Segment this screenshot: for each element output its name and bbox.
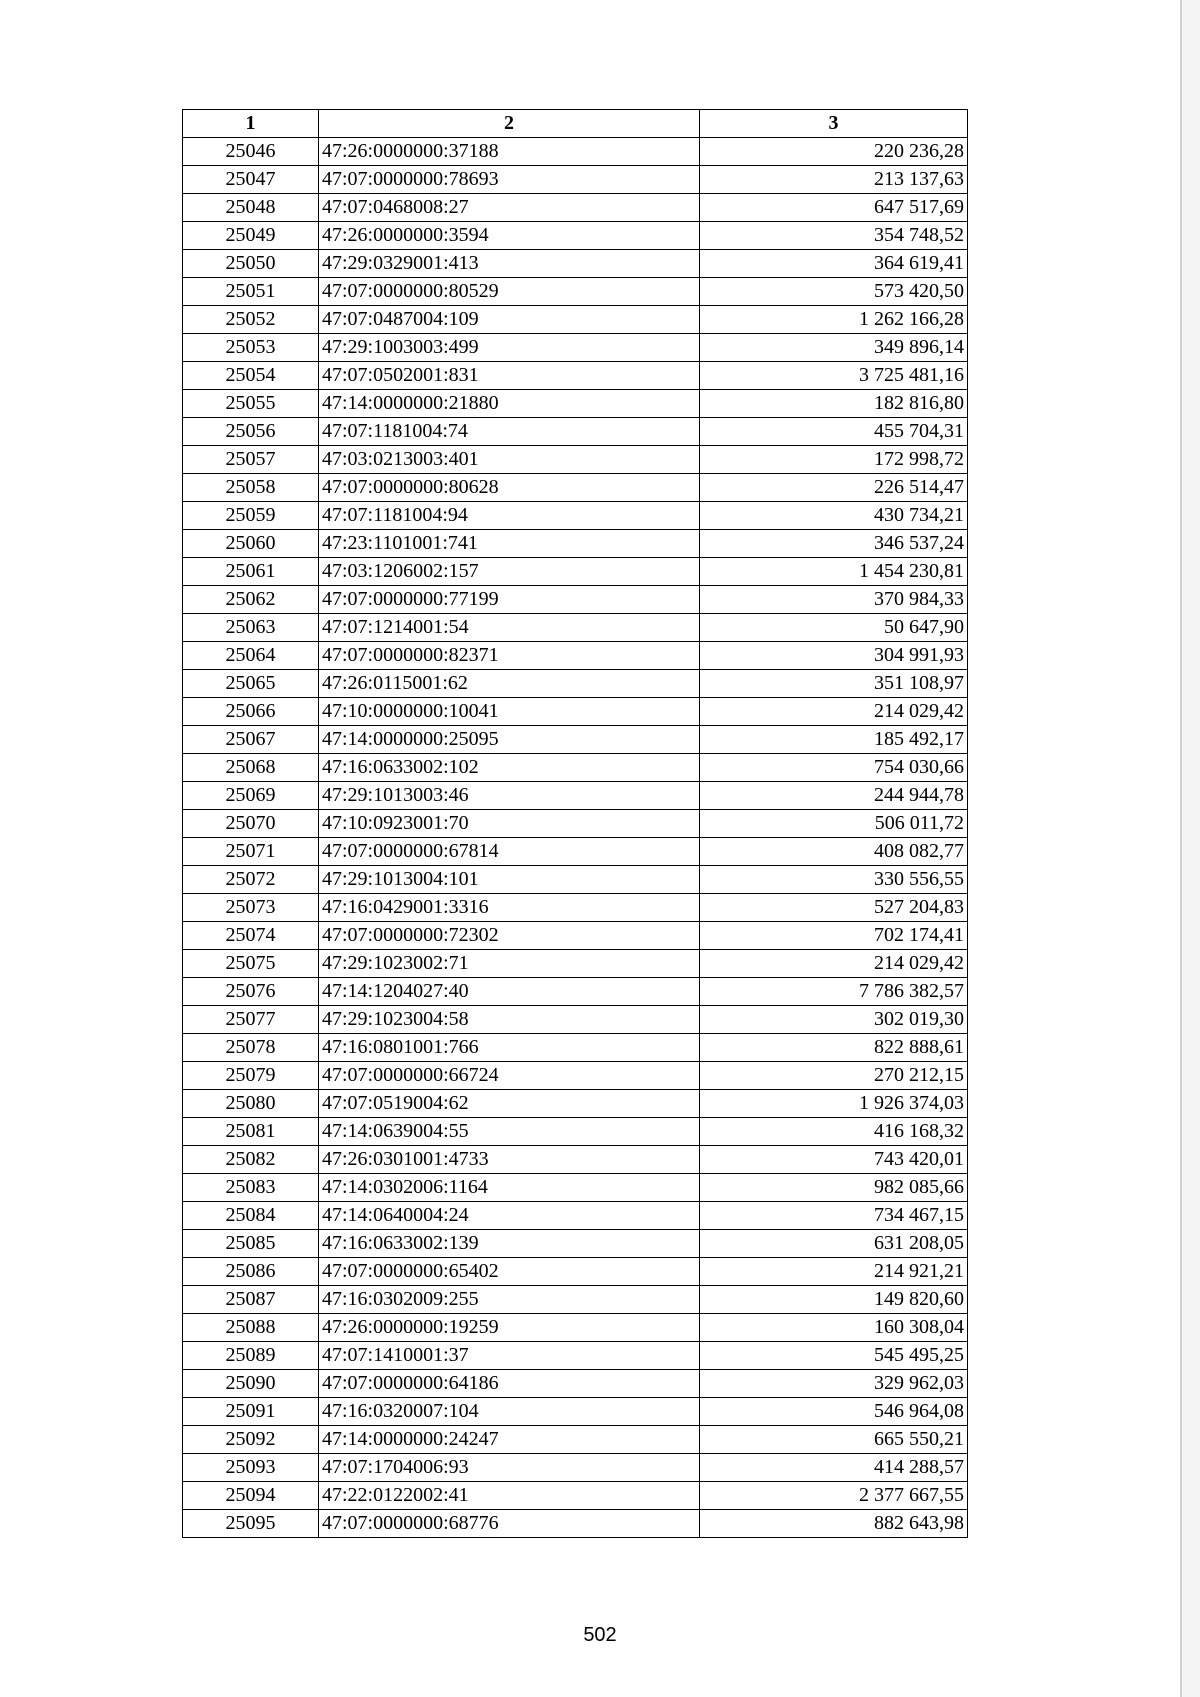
row-number-cell: 25092: [183, 1426, 319, 1454]
row-number-cell: 25091: [183, 1398, 319, 1426]
table-row: [183, 1258, 968, 1286]
value-cell: 185 492,17: [700, 726, 968, 754]
cadastral-number-cell: 47:16:0320007:104: [319, 1398, 700, 1426]
cadastral-number-cell: 47:07:0487004:109: [319, 306, 700, 334]
row-number-cell: 25090: [183, 1370, 319, 1398]
value-cell: 754 030,66: [700, 754, 968, 782]
table-row: [183, 1426, 968, 1454]
row-number-cell: 25053: [183, 334, 319, 362]
value-cell: 408 082,77: [700, 838, 968, 866]
cadastral-number-cell: 47:16:0302009:255: [319, 1286, 700, 1314]
table-row: [183, 138, 968, 166]
page-edge: [1180, 0, 1200, 1697]
cadastral-number-cell: 47:07:0468008:27: [319, 194, 700, 222]
value-cell: 527 204,83: [700, 894, 968, 922]
value-cell: 364 619,41: [700, 250, 968, 278]
value-cell: 1 926 374,03: [700, 1090, 968, 1118]
table-row: [183, 1454, 968, 1482]
row-number-cell: 25074: [183, 922, 319, 950]
row-number-cell: 25085: [183, 1230, 319, 1258]
cadastral-number-cell: 47:07:0519004:62: [319, 1090, 700, 1118]
cadastral-number-cell: 47:29:1023002:71: [319, 950, 700, 978]
table-row: [183, 166, 968, 194]
table-row: [183, 642, 968, 670]
cadastral-number-cell: 47:07:0000000:64186: [319, 1370, 700, 1398]
table-row: [183, 1006, 968, 1034]
table-row: [183, 1510, 968, 1538]
row-number-cell: 25059: [183, 502, 319, 530]
cadastral-number-cell: 47:29:1023004:58: [319, 1006, 700, 1034]
row-number-cell: 25083: [183, 1174, 319, 1202]
cadastral-number-cell: 47:07:0000000:67814: [319, 838, 700, 866]
cadastral-number-cell: 47:03:0213003:401: [319, 446, 700, 474]
value-cell: 214 029,42: [700, 698, 968, 726]
value-cell: 982 085,66: [700, 1174, 968, 1202]
row-number-cell: 25051: [183, 278, 319, 306]
cadastral-number-cell: 47:07:1410001:37: [319, 1342, 700, 1370]
table-row: [183, 1230, 968, 1258]
value-cell: 7 786 382,57: [700, 978, 968, 1006]
table-row: [183, 922, 968, 950]
value-cell: 647 517,69: [700, 194, 968, 222]
table-row: [183, 1314, 968, 1342]
table-row: [183, 1286, 968, 1314]
row-number-cell: 25057: [183, 446, 319, 474]
cadastral-number-cell: 47:22:0122002:41: [319, 1482, 700, 1510]
value-cell: 414 288,57: [700, 1454, 968, 1482]
table-row: [183, 782, 968, 810]
table-row: [183, 1202, 968, 1230]
cadastral-number-cell: 47:14:0000000:25095: [319, 726, 700, 754]
table-row: [183, 278, 968, 306]
row-number-cell: 25048: [183, 194, 319, 222]
value-cell: 546 964,08: [700, 1398, 968, 1426]
row-number-cell: 25093: [183, 1454, 319, 1482]
row-number-cell: 25056: [183, 418, 319, 446]
cadastral-number-cell: 47:03:1206002:157: [319, 558, 700, 586]
cadastral-number-cell: 47:26:0301001:4733: [319, 1146, 700, 1174]
row-number-cell: 25075: [183, 950, 319, 978]
table-row: [183, 390, 968, 418]
table-row: [183, 1398, 968, 1426]
cadastral-number-cell: 47:14:0302006:1164: [319, 1174, 700, 1202]
row-number-cell: 25046: [183, 138, 319, 166]
value-cell: 304 991,93: [700, 642, 968, 670]
value-cell: 214 029,42: [700, 950, 968, 978]
value-cell: 351 108,97: [700, 670, 968, 698]
table-row: [183, 334, 968, 362]
table-row: [183, 1482, 968, 1510]
value-cell: 349 896,14: [700, 334, 968, 362]
cadastral-number-cell: 47:07:0502001:831: [319, 362, 700, 390]
table-row: [183, 1342, 968, 1370]
row-number-cell: 25078: [183, 1034, 319, 1062]
cadastral-number-cell: 47:07:0000000:65402: [319, 1258, 700, 1286]
table-row: [183, 1118, 968, 1146]
row-number-cell: 25069: [183, 782, 319, 810]
cadastral-number-cell: 47:07:1214001:54: [319, 614, 700, 642]
table-row: [183, 222, 968, 250]
table-row: [183, 1062, 968, 1090]
row-number-cell: 25080: [183, 1090, 319, 1118]
cadastral-number-cell: 47:07:0000000:82371: [319, 642, 700, 670]
cadastral-number-cell: 47:07:0000000:68776: [319, 1510, 700, 1538]
value-cell: 50 647,90: [700, 614, 968, 642]
row-number-cell: 25065: [183, 670, 319, 698]
cadastral-number-cell: 47:29:1013004:101: [319, 866, 700, 894]
row-number-cell: 25081: [183, 1118, 319, 1146]
row-number-cell: 25070: [183, 810, 319, 838]
value-cell: 302 019,30: [700, 1006, 968, 1034]
cadastral-number-cell: 47:16:0633002:102: [319, 754, 700, 782]
row-number-cell: 25087: [183, 1286, 319, 1314]
table-row: [183, 950, 968, 978]
cadastral-number-cell: 47:07:0000000:72302: [319, 922, 700, 950]
cadastral-number-cell: 47:29:1013003:46: [319, 782, 700, 810]
row-number-cell: 25064: [183, 642, 319, 670]
table-row: [183, 866, 968, 894]
value-cell: 734 467,15: [700, 1202, 968, 1230]
row-number-cell: 25054: [183, 362, 319, 390]
row-number-cell: 25079: [183, 1062, 319, 1090]
value-cell: 149 820,60: [700, 1286, 968, 1314]
value-cell: 430 734,21: [700, 502, 968, 530]
row-number-cell: 25068: [183, 754, 319, 782]
cadastral-number-cell: 47:29:1003003:499: [319, 334, 700, 362]
table-row: [183, 502, 968, 530]
value-cell: 160 308,04: [700, 1314, 968, 1342]
cadastral-number-cell: 47:26:0000000:37188: [319, 138, 700, 166]
row-number-cell: 25076: [183, 978, 319, 1006]
cadastral-number-cell: 47:07:0000000:80529: [319, 278, 700, 306]
value-cell: 882 643,98: [700, 1510, 968, 1538]
row-number-cell: 25062: [183, 586, 319, 614]
cadastral-table: [182, 109, 968, 1538]
table-row: [183, 446, 968, 474]
header-row: [183, 110, 968, 138]
page-number: 502: [583, 1624, 617, 1646]
value-cell: 1 262 166,28: [700, 306, 968, 334]
value-cell: 545 495,25: [700, 1342, 968, 1370]
row-number-cell: 25077: [183, 1006, 319, 1034]
cadastral-number-cell: 47:14:0000000:24247: [319, 1426, 700, 1454]
value-cell: 244 944,78: [700, 782, 968, 810]
table-row: [183, 670, 968, 698]
column-header-3: 3: [700, 110, 968, 138]
row-number-cell: 25084: [183, 1202, 319, 1230]
value-cell: 220 236,28: [700, 138, 968, 166]
cadastral-number-cell: 47:14:1204027:40: [319, 978, 700, 1006]
cadastral-number-cell: 47:14:0000000:21880: [319, 390, 700, 418]
value-cell: 416 168,32: [700, 1118, 968, 1146]
value-cell: 270 212,15: [700, 1062, 968, 1090]
value-cell: 3 725 481,16: [700, 362, 968, 390]
row-number-cell: 25060: [183, 530, 319, 558]
value-cell: 665 550,21: [700, 1426, 968, 1454]
value-cell: 573 420,50: [700, 278, 968, 306]
row-number-cell: 25063: [183, 614, 319, 642]
cadastral-number-cell: 47:16:0801001:766: [319, 1034, 700, 1062]
table-row: [183, 1090, 968, 1118]
value-cell: 506 011,72: [700, 810, 968, 838]
cadastral-number-cell: 47:07:0000000:77199: [319, 586, 700, 614]
value-cell: 2 377 667,55: [700, 1482, 968, 1510]
value-cell: 743 420,01: [700, 1146, 968, 1174]
value-cell: 822 888,61: [700, 1034, 968, 1062]
value-cell: 1 454 230,81: [700, 558, 968, 586]
table-row: [183, 250, 968, 278]
row-number-cell: 25071: [183, 838, 319, 866]
cadastral-number-cell: 47:14:0640004:24: [319, 1202, 700, 1230]
table-row: [183, 978, 968, 1006]
cadastral-number-cell: 47:07:0000000:66724: [319, 1062, 700, 1090]
table-row: [183, 306, 968, 334]
cadastral-number-cell: 47:26:0000000:3594: [319, 222, 700, 250]
cadastral-number-cell: 47:07:1704006:93: [319, 1454, 700, 1482]
row-number-cell: 25073: [183, 894, 319, 922]
row-number-cell: 25061: [183, 558, 319, 586]
table-row: [183, 726, 968, 754]
row-number-cell: 25066: [183, 698, 319, 726]
cadastral-number-cell: 47:10:0923001:70: [319, 810, 700, 838]
row-number-cell: 25094: [183, 1482, 319, 1510]
row-number-cell: 25067: [183, 726, 319, 754]
row-number-cell: 25058: [183, 474, 319, 502]
row-number-cell: 25088: [183, 1314, 319, 1342]
table-row: [183, 194, 968, 222]
table-row: [183, 418, 968, 446]
row-number-cell: 25055: [183, 390, 319, 418]
row-number-cell: 25050: [183, 250, 319, 278]
table-row: [183, 1174, 968, 1202]
cadastral-number-cell: 47:14:0639004:55: [319, 1118, 700, 1146]
row-number-cell: 25049: [183, 222, 319, 250]
table-row: [183, 894, 968, 922]
table-row: [183, 1146, 968, 1174]
cadastral-number-cell: 47:23:1101001:741: [319, 530, 700, 558]
cadastral-number-cell: 47:29:0329001:413: [319, 250, 700, 278]
cadastral-number-cell: 47:26:0115001:62: [319, 670, 700, 698]
row-number-cell: 25082: [183, 1146, 319, 1174]
cadastral-number-cell: 47:07:1181004:94: [319, 502, 700, 530]
cadastral-number-cell: 47:07:0000000:80628: [319, 474, 700, 502]
table-row: [183, 698, 968, 726]
table-row: [183, 1370, 968, 1398]
table-body: [183, 138, 968, 1538]
table-header: [183, 110, 968, 138]
cadastral-number-cell: 47:16:0633002:139: [319, 1230, 700, 1258]
cadastral-number-cell: 47:07:0000000:78693: [319, 166, 700, 194]
column-header-2: 2: [319, 110, 700, 138]
cadastral-number-cell: 47:26:0000000:19259: [319, 1314, 700, 1342]
value-cell: 329 962,03: [700, 1370, 968, 1398]
row-number-cell: 25047: [183, 166, 319, 194]
table-row: [183, 586, 968, 614]
cadastral-number-cell: 47:16:0429001:3316: [319, 894, 700, 922]
value-cell: 214 921,21: [700, 1258, 968, 1286]
table-row: [183, 754, 968, 782]
value-cell: 354 748,52: [700, 222, 968, 250]
table-row: [183, 558, 968, 586]
value-cell: 330 556,55: [700, 866, 968, 894]
value-cell: 455 704,31: [700, 418, 968, 446]
table-row: [183, 810, 968, 838]
value-cell: 702 174,41: [700, 922, 968, 950]
value-cell: 182 816,80: [700, 390, 968, 418]
row-number-cell: 25089: [183, 1342, 319, 1370]
value-cell: 370 984,33: [700, 586, 968, 614]
table-row: [183, 362, 968, 390]
cadastral-number-cell: 47:10:0000000:10041: [319, 698, 700, 726]
value-cell: 172 998,72: [700, 446, 968, 474]
table-row: [183, 838, 968, 866]
table-row: [183, 474, 968, 502]
table-row: [183, 530, 968, 558]
row-number-cell: 25086: [183, 1258, 319, 1286]
column-header-1: 1: [183, 110, 319, 138]
table-row: [183, 614, 968, 642]
value-cell: 631 208,05: [700, 1230, 968, 1258]
table-row: [183, 1034, 968, 1062]
row-number-cell: 25052: [183, 306, 319, 334]
row-number-cell: 25072: [183, 866, 319, 894]
value-cell: 213 137,63: [700, 166, 968, 194]
row-number-cell: 25095: [183, 1510, 319, 1538]
cadastral-number-cell: 47:07:1181004:74: [319, 418, 700, 446]
value-cell: 346 537,24: [700, 530, 968, 558]
value-cell: 226 514,47: [700, 474, 968, 502]
